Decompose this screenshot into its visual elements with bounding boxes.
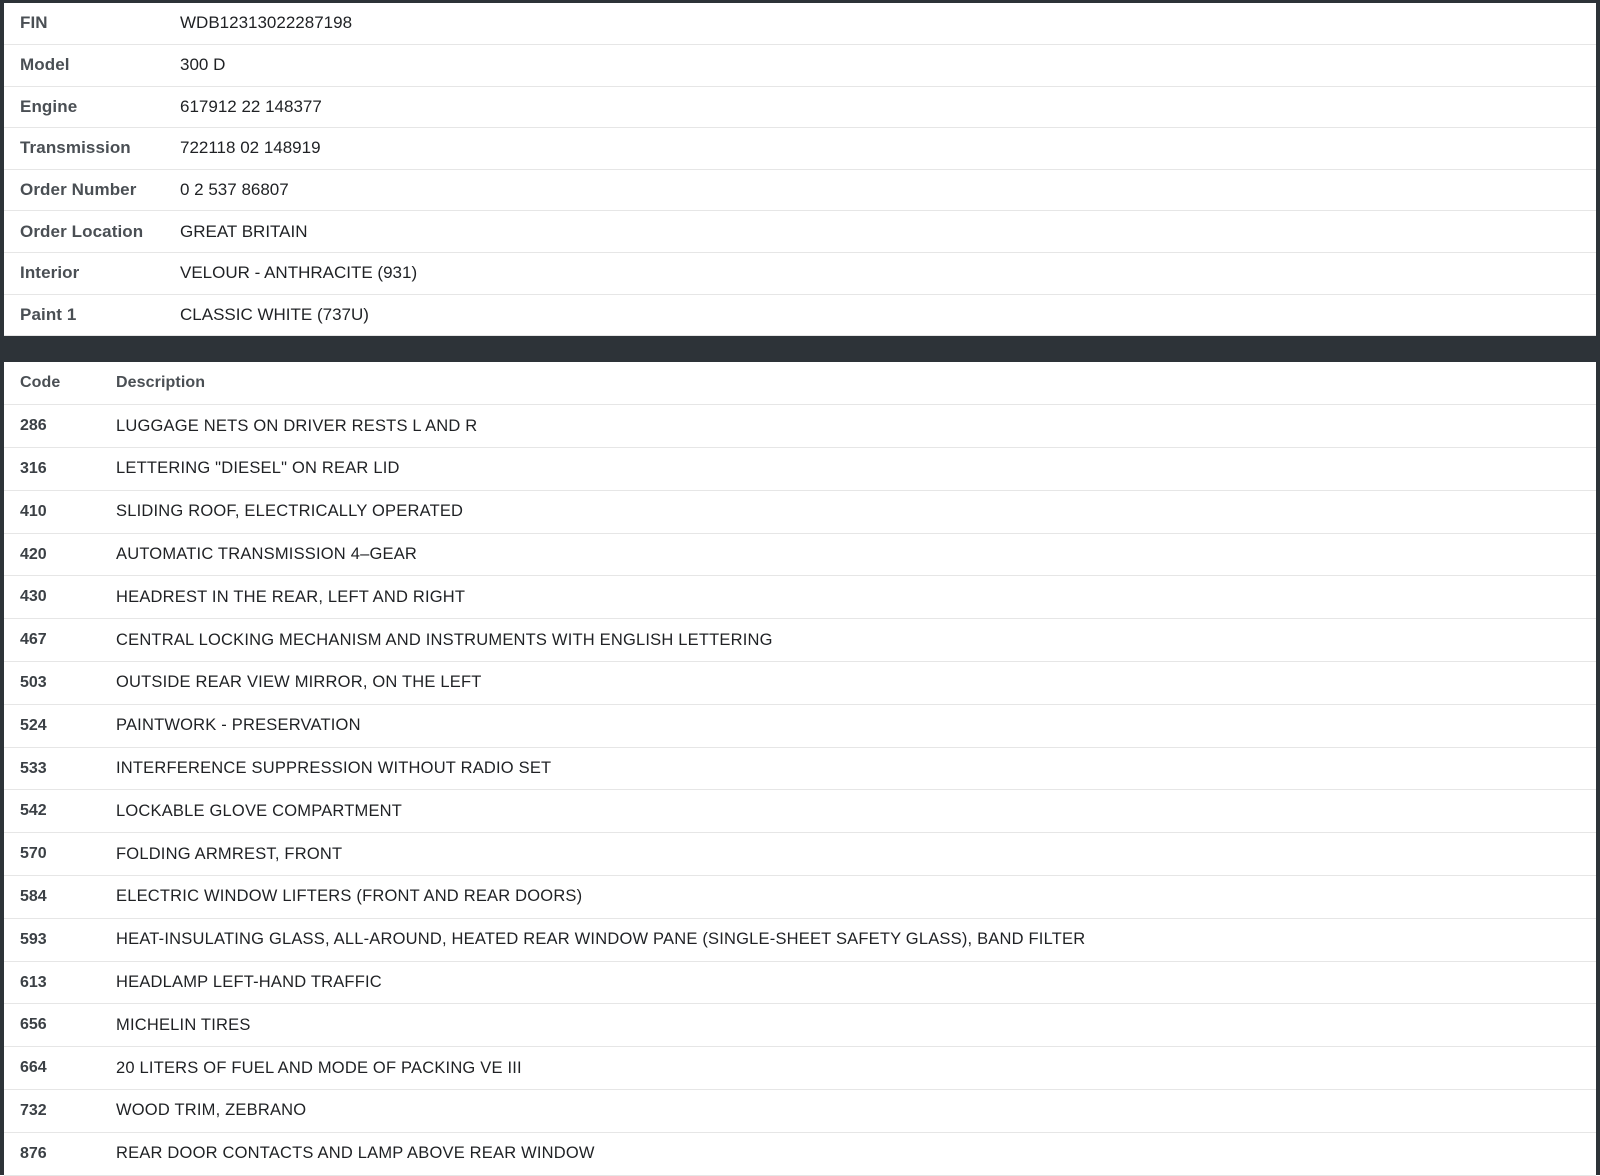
table-row <box>4 211 1596 253</box>
table-row <box>4 704 1596 747</box>
option-description: INTERFERENCE SUPPRESSION WITHOUT RADIO SET <box>100 747 1596 790</box>
table-row <box>4 448 1596 491</box>
option-description: SLIDING ROOF, ELECTRICALLY OPERATED <box>100 490 1596 533</box>
spec-label-order-location: Order Location <box>4 211 180 253</box>
option-description: HEADLAMP LEFT-HAND TRAFFIC <box>100 961 1596 1004</box>
table-row <box>4 294 1596 336</box>
option-description: HEADREST IN THE REAR, LEFT AND RIGHT <box>100 576 1596 619</box>
table-row <box>4 1047 1596 1090</box>
table-row <box>4 961 1596 1004</box>
option-code: 316 <box>4 448 100 491</box>
spec-label-order-number: Order Number <box>4 169 180 211</box>
table-row <box>4 1090 1596 1133</box>
table-row <box>4 86 1596 128</box>
option-code: 656 <box>4 1004 100 1047</box>
option-description: WOOD TRIM, ZEBRANO <box>100 1090 1596 1133</box>
spec-value-model: 300 D <box>180 45 1596 87</box>
table-row <box>4 747 1596 790</box>
table-row <box>4 45 1596 87</box>
spec-label-interior: Interior <box>4 253 180 295</box>
spec-label-engine: Engine <box>4 86 180 128</box>
column-header-code: Code <box>4 362 100 405</box>
vehicle-spec-table <box>4 3 1596 336</box>
option-description: LOCKABLE GLOVE COMPARTMENT <box>100 790 1596 833</box>
option-description: OUTSIDE REAR VIEW MIRROR, ON THE LEFT <box>100 662 1596 705</box>
option-code: 542 <box>4 790 100 833</box>
options-codes-table <box>4 362 1596 1175</box>
spec-label-transmission: Transmission <box>4 128 180 170</box>
option-description: ELECTRIC WINDOW LIFTERS (FRONT AND REAR DOORS) <box>100 876 1596 919</box>
option-description: AUTOMATIC TRANSMISSION 4–GEAR <box>100 533 1596 576</box>
option-code: 876 <box>4 1132 100 1175</box>
spec-label-fin: FIN <box>4 3 180 45</box>
option-code: 584 <box>4 876 100 919</box>
option-description: FOLDING ARMREST, FRONT <box>100 833 1596 876</box>
option-code: 524 <box>4 704 100 747</box>
spec-label-model: Model <box>4 45 180 87</box>
table-row <box>4 576 1596 619</box>
table-row <box>4 128 1596 170</box>
option-code: 467 <box>4 619 100 662</box>
option-code: 570 <box>4 833 100 876</box>
spec-value-order-number: 0 2 537 86807 <box>180 169 1596 211</box>
option-code: 613 <box>4 961 100 1004</box>
spec-value-engine: 617912 22 148377 <box>180 86 1596 128</box>
column-header-description: Description <box>100 362 1596 405</box>
option-code: 286 <box>4 405 100 448</box>
table-row <box>4 169 1596 211</box>
option-code: 410 <box>4 490 100 533</box>
option-code: 593 <box>4 918 100 961</box>
option-code: 430 <box>4 576 100 619</box>
spec-value-order-location: GREAT BRITAIN <box>180 211 1596 253</box>
table-row <box>4 253 1596 295</box>
table-row <box>4 918 1596 961</box>
section-divider-band <box>0 336 1600 362</box>
option-description: CENTRAL LOCKING MECHANISM AND INSTRUMENTS WITH ENGLISH LETTERING <box>100 619 1596 662</box>
table-row <box>4 1132 1596 1175</box>
table-header-row <box>4 362 1596 405</box>
spec-value-paint-1: CLASSIC WHITE (737U) <box>180 294 1596 336</box>
table-row <box>4 662 1596 705</box>
table-row <box>4 490 1596 533</box>
option-description: LETTERING "DIESEL" ON REAR LID <box>100 448 1596 491</box>
table-row <box>4 3 1596 45</box>
options-table-body <box>4 405 1596 1175</box>
table-row <box>4 876 1596 919</box>
option-description: PAINTWORK - PRESERVATION <box>100 704 1596 747</box>
option-description: 20 LITERS OF FUEL AND MODE OF PACKING VE III <box>100 1047 1596 1090</box>
table-row <box>4 405 1596 448</box>
spec-label-paint-1: Paint 1 <box>4 294 180 336</box>
table-row <box>4 1004 1596 1047</box>
options-table-header <box>4 362 1596 405</box>
option-code: 533 <box>4 747 100 790</box>
spec-value-transmission: 722118 02 148919 <box>180 128 1596 170</box>
table-row <box>4 833 1596 876</box>
option-description: MICHELIN TIRES <box>100 1004 1596 1047</box>
spec-value-fin: WDB12313022287198 <box>180 3 1596 45</box>
vehicle-spec-body <box>4 3 1596 336</box>
option-description: REAR DOOR CONTACTS AND LAMP ABOVE REAR WINDOW <box>100 1132 1596 1175</box>
table-row <box>4 790 1596 833</box>
option-code: 664 <box>4 1047 100 1090</box>
option-code: 732 <box>4 1090 100 1133</box>
option-description: LUGGAGE NETS ON DRIVER RESTS L AND R <box>100 405 1596 448</box>
spec-value-interior: VELOUR - ANTHRACITE (931) <box>180 253 1596 295</box>
option-code: 420 <box>4 533 100 576</box>
table-row <box>4 533 1596 576</box>
option-code: 503 <box>4 662 100 705</box>
option-description: HEAT-INSULATING GLASS, ALL-AROUND, HEATED REAR WINDOW PANE (SINGLE-SHEET SAFETY GLASS), BAND FILTER <box>100 918 1596 961</box>
table-row <box>4 619 1596 662</box>
